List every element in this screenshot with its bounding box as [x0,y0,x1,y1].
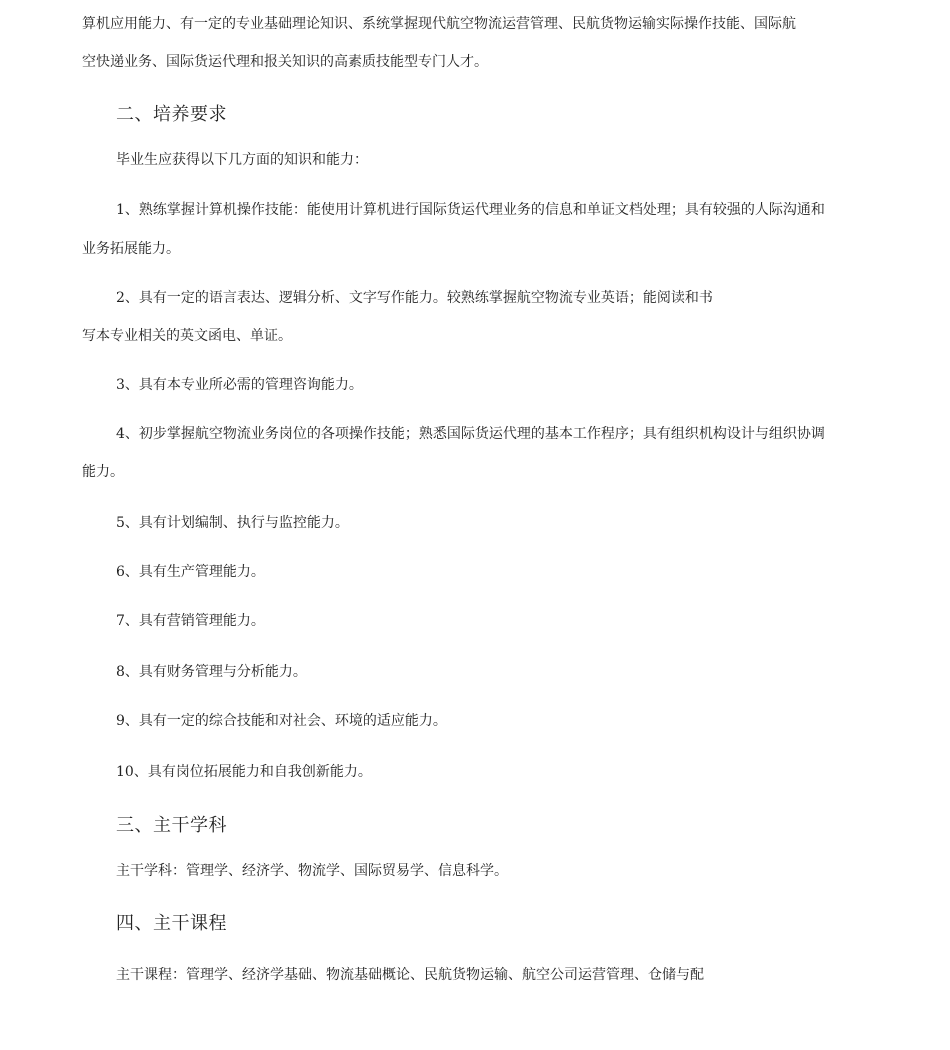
requirement-item-8: 8、具有财务管理与分析能力。 [116,664,307,680]
requirement-item-7: 7、具有营销管理能力。 [116,613,265,629]
core-disciplines-text: 主干学科：管理学、经济学、物流学、国际贸易学、信息科学。 [116,863,508,879]
requirement-item-2-line-2: 写本专业相关的英文函电、单证。 [82,328,292,344]
intro-line-2: 空快递业务、国际货运代理和报关知识的高素质技能型专门人才。 [82,54,488,70]
section-heading-core-courses: 四、主干课程 [116,913,227,934]
requirement-item-1-line-2: 业务拓展能力。 [82,241,180,257]
requirement-item-2-line-1: 2、具有一定的语言表达、逻辑分析、文字写作能力。较熟练掌握航空物流专业英语；能阅读和书 [116,290,713,306]
requirement-item-4-line-1: 4、初步掌握航空物流业务岗位的各项操作技能；熟悉国际货运代理的基本工作程序；具有组织机构设计与组织协调 [116,426,825,442]
requirement-item-9: 9、具有一定的综合技能和对社会、环境的适应能力。 [116,713,447,729]
intro-line-1: 算机应用能力、有一定的专业基础理论知识、系统掌握现代航空物流运营管理、民航货物运输实际操作技能、国际航 [82,16,796,32]
requirement-item-5: 5、具有计划编制、执行与监控能力。 [116,515,349,531]
section-heading-training-requirements: 二、培养要求 [116,104,227,125]
section-lead-text: 毕业生应获得以下几方面的知识和能力： [116,152,368,168]
section-heading-core-disciplines: 三、主干学科 [116,815,227,836]
requirement-item-1-line-1: 1、熟练掌握计算机操作技能：能使用计算机进行国际货运代理业务的信息和单证文档处理；具有较强的人际沟通和 [116,202,825,218]
requirement-item-6: 6、具有生产管理能力。 [116,564,265,580]
requirement-item-10: 10、具有岗位拓展能力和自我创新能力。 [116,764,372,780]
core-courses-text: 主干课程：管理学、经济学基础、物流基础概论、民航货物运输、航空公司运营管理、仓储与配 [116,967,704,983]
requirement-item-3: 3、具有本专业所必需的管理咨询能力。 [116,377,363,393]
requirement-item-4-line-2: 能力。 [82,464,124,480]
